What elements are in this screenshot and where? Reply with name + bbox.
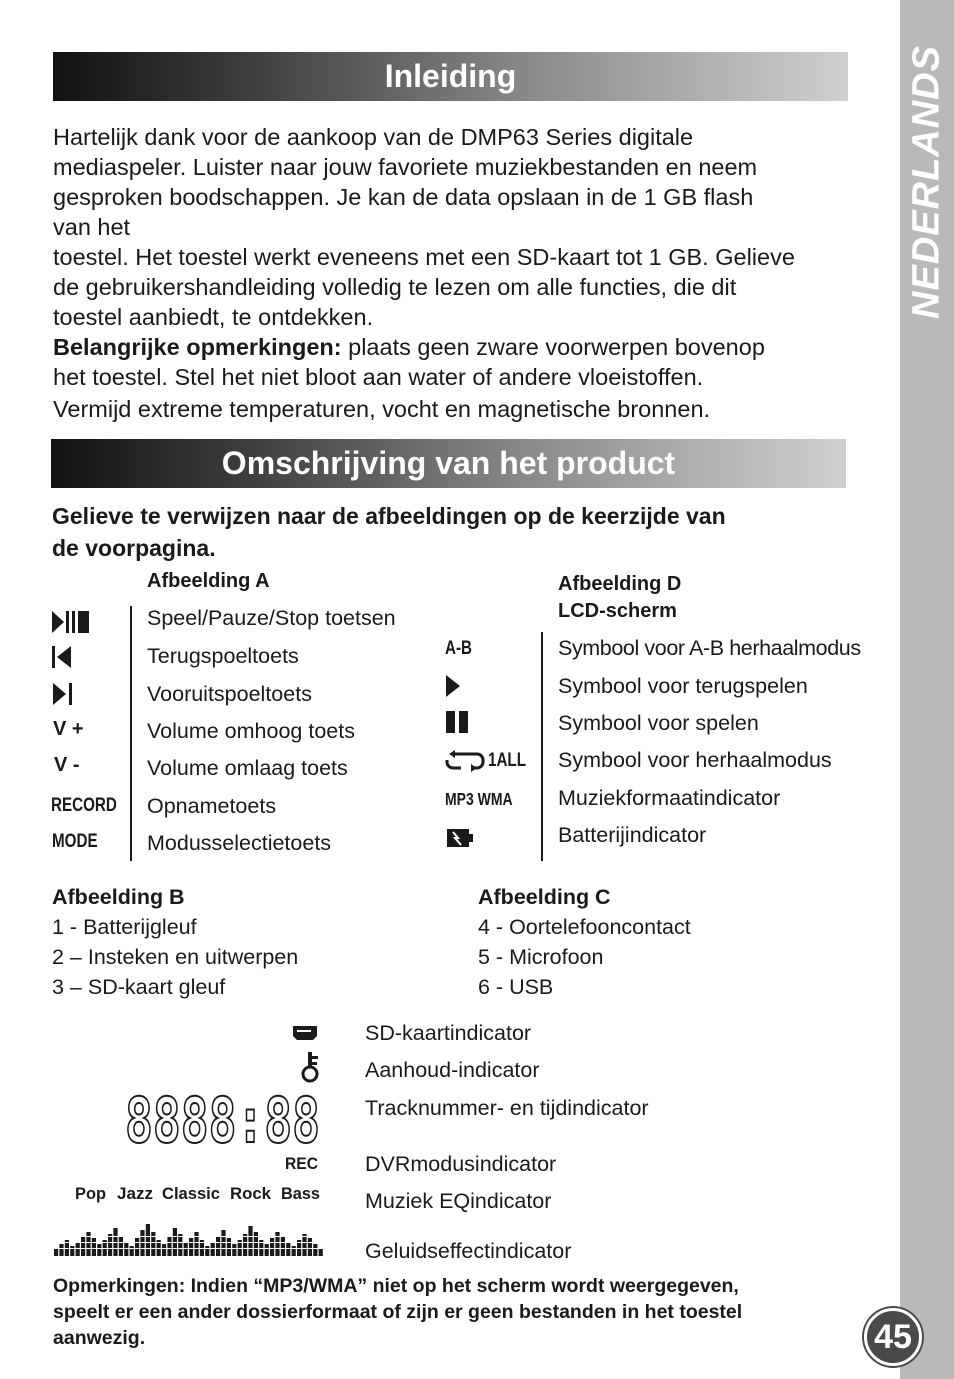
sound-effect-bar [59, 1244, 63, 1256]
sound-effect-bar [319, 1248, 323, 1256]
sound-effect-bar [216, 1236, 220, 1256]
sound-effect-bar [265, 1244, 269, 1256]
footnote-line: Opmerkingen: Indien “MP3/WMA” niet op het scherm wordt weergegeven, [53, 1275, 739, 1297]
figure-b-item: 3 – SD-kaart gleuf [52, 975, 226, 999]
repeat-icon [445, 750, 487, 772]
intro-line: van het [53, 214, 131, 240]
sound-effect-bar [151, 1232, 155, 1256]
eq-bass: Bass [281, 1184, 320, 1203]
intro-line: gesproken boodschappen. Je kan de data opslaan in de 1 GB flash [53, 184, 754, 210]
pause-icon [446, 711, 470, 733]
lock-key-icon [303, 1052, 318, 1081]
lcd-label: SD-kaartindicator [365, 1021, 532, 1045]
refer-text [52, 500, 842, 564]
figure-d-label: Muziekformaatindicator [558, 786, 781, 810]
sound-effect-bar [92, 1238, 96, 1256]
rec-symbol: REC [285, 1154, 318, 1173]
sound-effect-bar [167, 1236, 171, 1256]
sound-effect-bar [130, 1246, 134, 1256]
sound-effect-bar [275, 1232, 279, 1256]
sound-effect-bar [86, 1232, 90, 1256]
lcd-label: Aanhoud-indicator [365, 1058, 540, 1082]
lcd-illustration [50, 1022, 330, 1262]
sound-effect-bar [70, 1246, 74, 1256]
sound-effect-bar [254, 1232, 258, 1256]
footnote-line: speelt er een ander dossierformaat of zijn er geen bestanden in het toestel [53, 1301, 743, 1323]
sound-effect-gridline [53, 1236, 323, 1237]
sound-effect-bar [54, 1248, 58, 1256]
sound-effect-bar [308, 1238, 312, 1256]
figure-d-label: Symbool voor terugspelen [558, 674, 808, 698]
eq-pop: Pop [75, 1184, 106, 1203]
intro-line: Hartelijk dank voor de aankoop van de DMP63 Series digitale [53, 124, 694, 150]
sound-effect-bar [270, 1238, 274, 1256]
sd-card-icon [293, 1026, 317, 1040]
refer-line: Gelieve te verwijzen naar de afbeeldingen op de keerzijde van [52, 503, 726, 529]
sound-effect-bar [135, 1238, 139, 1256]
sound-effect-bar [313, 1244, 317, 1256]
sound-effect-bar [189, 1238, 193, 1256]
format-symbol: MP3 WMA [445, 789, 513, 809]
figure-b-list [52, 882, 298, 1002]
intro-line: de gebruikershandleiding volledig te lezen om alle functies, die dit [53, 274, 737, 300]
lcd-label: DVRmodusindicator [365, 1152, 557, 1176]
important-line [53, 332, 853, 362]
sound-effect-bar [232, 1244, 236, 1256]
ab-repeat-symbol: A-B [445, 638, 473, 659]
sound-effect-bar [302, 1234, 306, 1256]
lcd-label: Geluidseffectindicator [365, 1239, 572, 1263]
language-label: NEDERLANDS [905, 45, 948, 319]
footnote-line: aanwezig. [53, 1327, 146, 1349]
important-text: plaats geen zware voorwerpen bovenop [341, 334, 765, 360]
footnote [53, 1273, 843, 1351]
figure-a-divider [130, 606, 132, 861]
sound-effect-bar [162, 1244, 166, 1256]
sound-effect-bar [178, 1234, 182, 1256]
eq-rock: Rock [230, 1184, 272, 1203]
intro-line: toestel aanbiedt, te ontdekken. [53, 304, 374, 330]
figure-d-header: Afbeelding D [558, 573, 682, 595]
figure-b-header: Afbeelding B [52, 885, 185, 909]
figure-d-label: Symbool voor herhaalmodus [558, 748, 832, 772]
mode-symbol: MODE [52, 831, 98, 852]
figure-a-label: Volume omlaag toets [147, 756, 348, 780]
refer-line: de voorpagina. [52, 535, 216, 561]
figure-a-header: Afbeelding A [147, 570, 270, 592]
sound-effect-bar [146, 1224, 150, 1256]
sound-effect-bar [108, 1234, 112, 1256]
figure-a-label: Opnametoets [147, 794, 277, 818]
lcd-digits: 8888:88 [125, 1084, 320, 1157]
important-label: Belangrijke opmerkingen: [53, 334, 342, 360]
figure-d-label: Symbool voor spelen [558, 711, 759, 735]
eq-jazz: Jazz [117, 1184, 153, 1203]
important-line: het toestel. Stel het niet bloot aan water of andere vloeistoffen. [53, 364, 704, 390]
eq-classic: Classic [162, 1184, 220, 1203]
volume-down-symbol: V - [54, 754, 80, 776]
sound-effect-bar [97, 1244, 101, 1256]
figure-a-label: Volume omhoog toets [147, 719, 355, 743]
product-banner: Omschrijving van het product [51, 439, 846, 488]
figure-c-list [478, 882, 691, 1002]
sound-effect-bar [292, 1246, 296, 1256]
figure-d-label: Symbool voor A-B herhaalmodus [558, 636, 861, 660]
figure-b-item: 2 – Insteken en uitwerpen [52, 945, 299, 969]
figure-a-label: Modusselectietoets [147, 831, 332, 855]
sound-effect-bar [81, 1236, 85, 1256]
sound-effect-bar [248, 1226, 252, 1256]
figure-c-header: Afbeelding C [478, 885, 611, 909]
figure-c-item: 4 - Oortelefooncontact [478, 915, 691, 939]
sound-effect-bar [194, 1232, 198, 1256]
play-pause-stop-icon [52, 609, 90, 635]
sound-effect-bar [281, 1236, 285, 1256]
intro-line: mediaspeler. Luister naar jouw favoriete muziekbestanden en neem [53, 154, 758, 180]
sound-effect-bar [205, 1246, 209, 1256]
rewind-icon [52, 645, 74, 669]
page-number: 45 [864, 1308, 922, 1366]
lcd-label: Tracknummer- en tijdindicator [365, 1096, 649, 1120]
volume-up-symbol: V + [53, 718, 84, 740]
figure-b-item: 1 - Batterijgleuf [52, 915, 197, 939]
figure-d-divider [541, 632, 543, 861]
sound-effect-bar [243, 1234, 247, 1256]
sound-effect-gridline [53, 1248, 323, 1249]
repeat-all-symbol: 1ALL [488, 750, 526, 771]
figure-d-label: Batterijindicator [558, 823, 707, 847]
lcd-label: Muziek EQindicator [365, 1189, 552, 1213]
figure-a-label: Vooruitspoeltoets [147, 682, 312, 706]
sound-effect-bar [227, 1238, 231, 1256]
intro-paragraph [53, 122, 853, 424]
intro-line: toestel. Het toestel werkt eveneens met een SD-kaart tot 1 GB. Gelieve [53, 244, 795, 270]
intro-banner: Inleiding [53, 52, 848, 101]
figure-c-item: 5 - Microfoon [478, 945, 604, 969]
battery-icon [447, 828, 473, 848]
figure-a-label: Terugspoeltoets [147, 644, 299, 668]
sound-effect-bar [119, 1236, 123, 1256]
figure-c-item: 6 - USB [478, 975, 554, 999]
figure-d-subheader: LCD-scherm [558, 600, 677, 622]
important-line: Vermijd extreme temperaturen, vocht en magnetische bronnen. [53, 396, 711, 422]
figure-a-label: Speel/Pauze/Stop toetsen [147, 606, 396, 630]
fast-forward-icon [52, 682, 74, 706]
play-icon [446, 675, 462, 697]
record-symbol: RECORD [51, 795, 117, 816]
sound-effect-gridline [53, 1242, 323, 1243]
sound-effect-bars [53, 1224, 323, 1256]
